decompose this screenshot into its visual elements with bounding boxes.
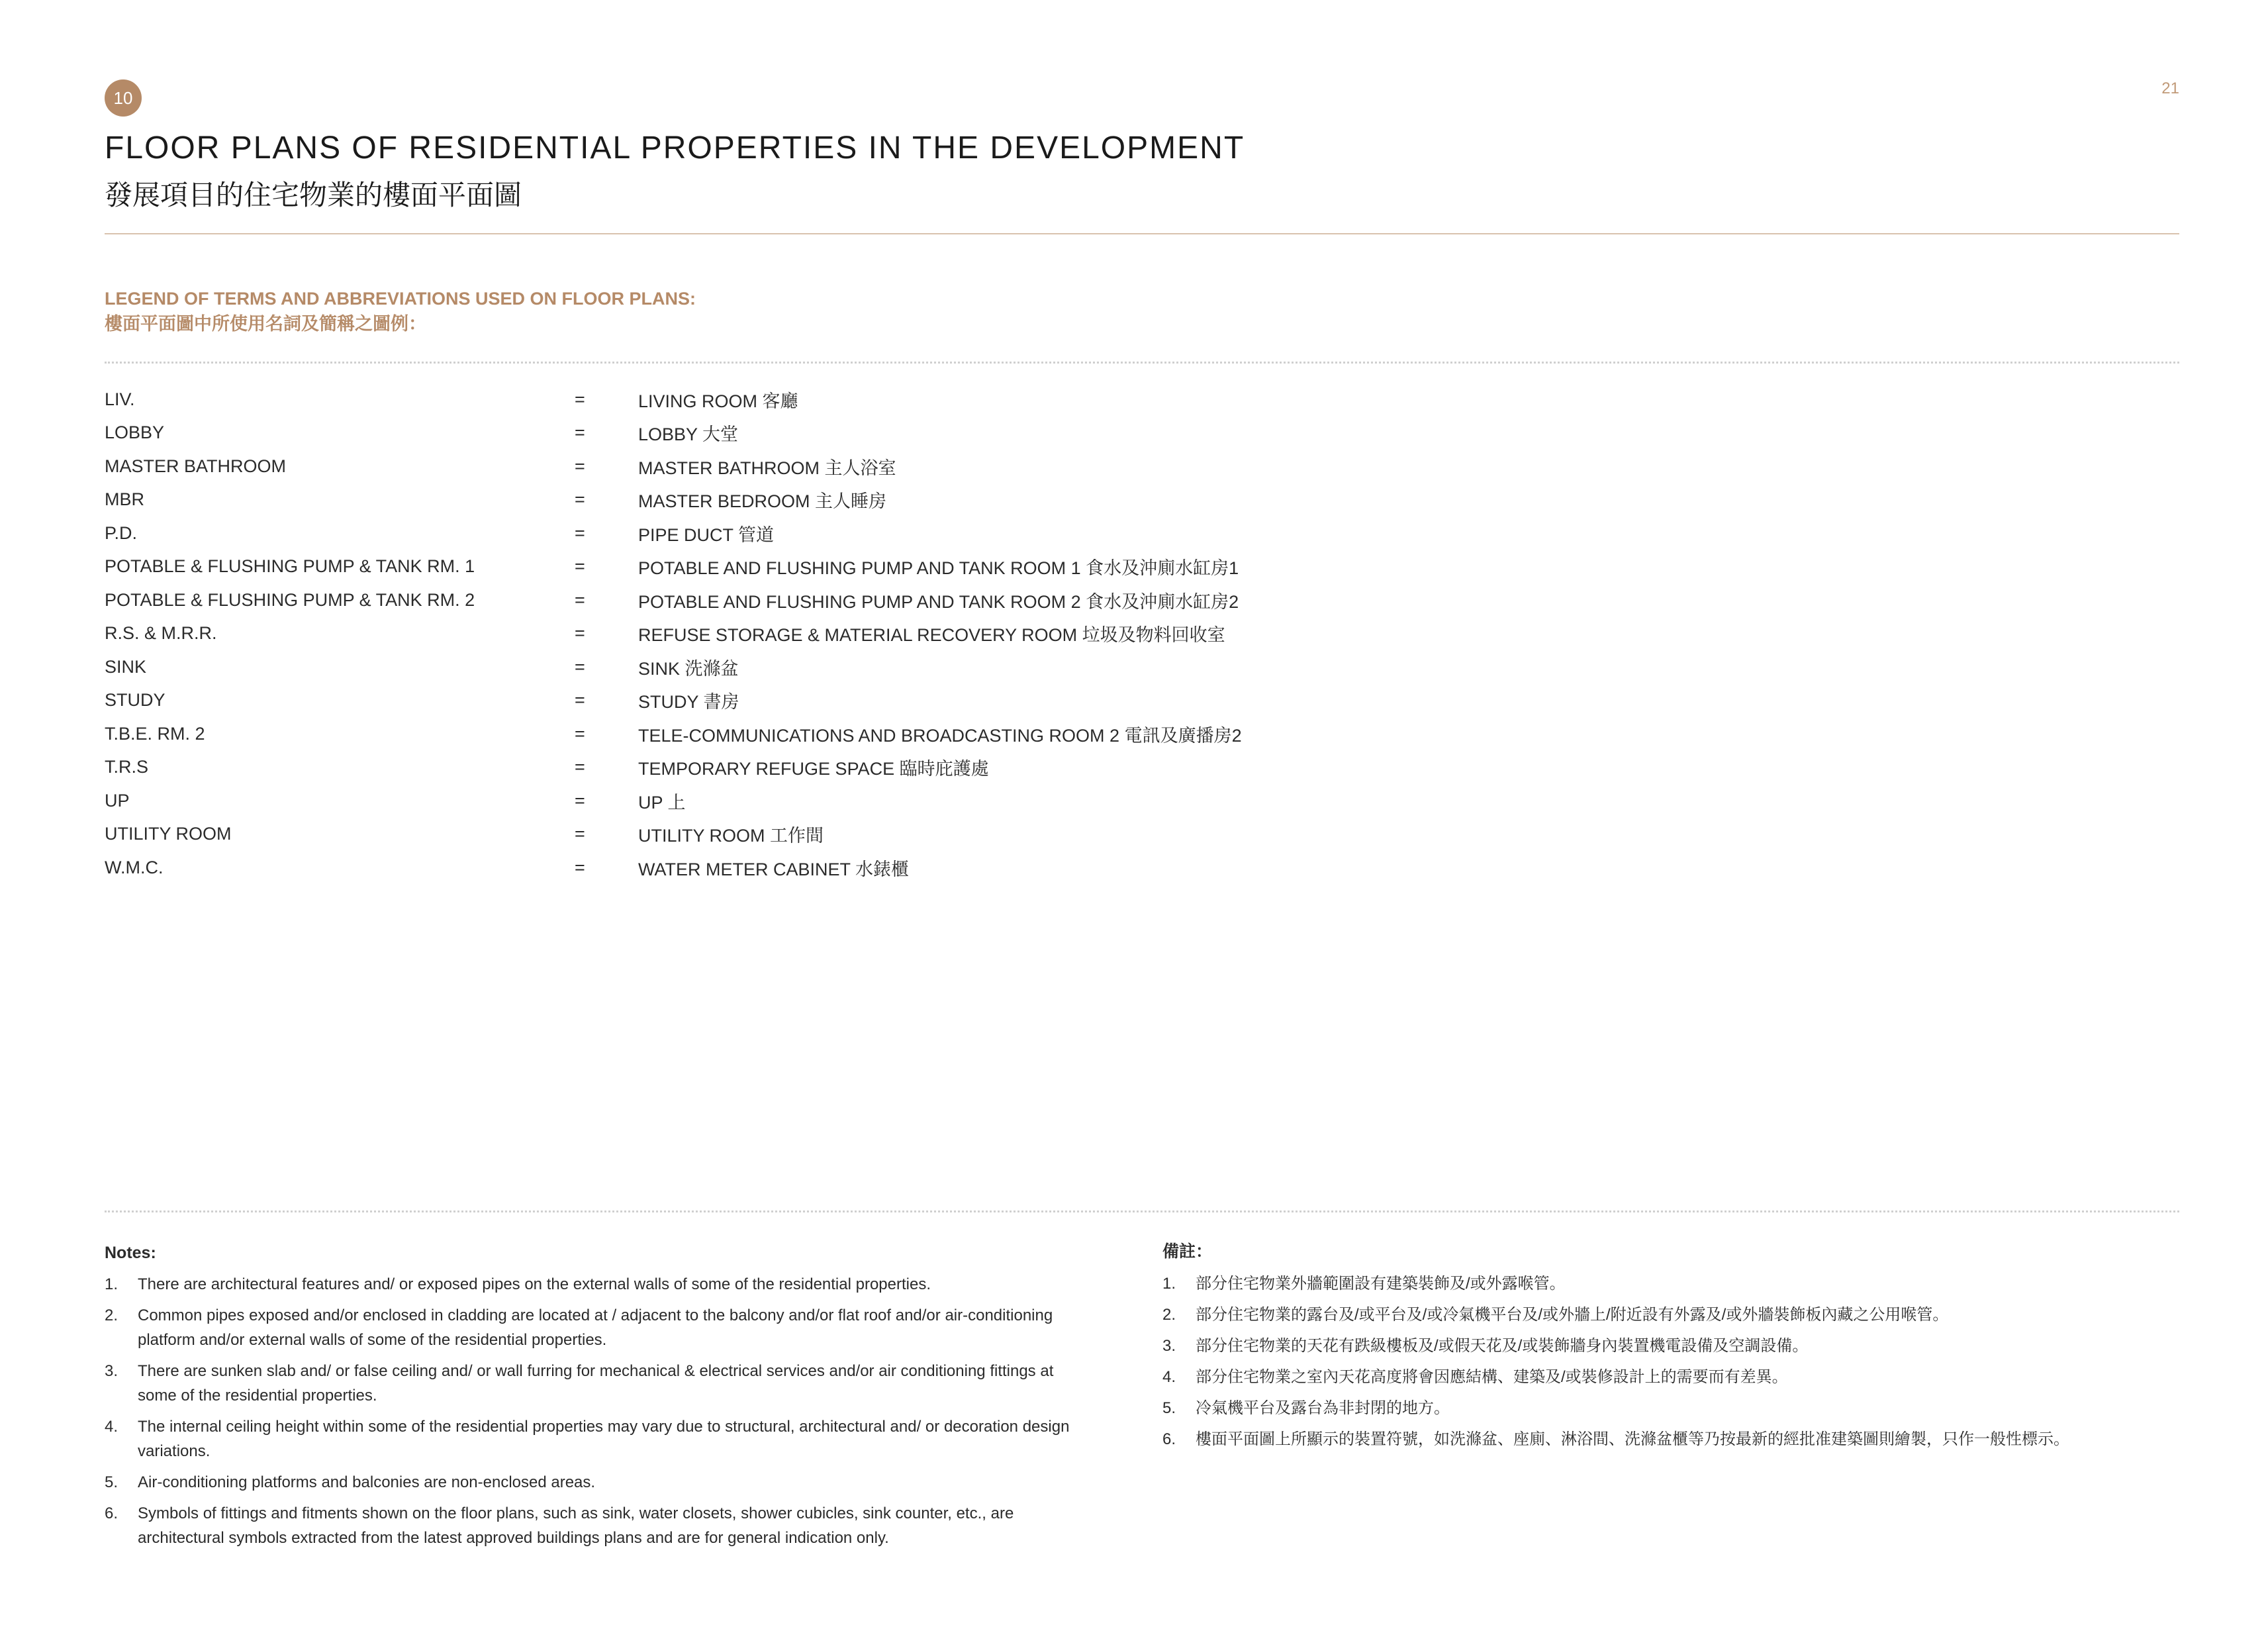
note-text: 冷氣機平台及露台為非封閉的地方。 (1196, 1399, 1450, 1417)
section-number-badge: 10 (105, 79, 142, 117)
note-item (105, 1501, 1071, 1550)
legend-row (105, 684, 1429, 718)
legend-heading (105, 286, 696, 336)
notes-english (105, 1244, 1071, 1557)
legend-term: UTILITY ROOM (105, 824, 232, 844)
legend-meaning: POTABLE AND FLUSHING PUMP AND TANK ROOM 1 食水及沖廁水缸房1 (638, 558, 1239, 579)
legend-equals: = (575, 556, 585, 577)
legend-term: LIV. (105, 389, 135, 409)
legend-term: T.B.E. RM. 2 (105, 723, 205, 744)
legend-term: P.D. (105, 522, 138, 543)
notes-top-divider (105, 1210, 2179, 1212)
legend-row (105, 583, 1429, 617)
legend-row (105, 450, 1429, 483)
legend-heading-english: LEGEND OF TERMS AND ABBREVIATIONS USED ON FLOOR PLANS: (105, 289, 696, 309)
legend-term: UP (105, 790, 130, 811)
legend-meaning: MASTER BEDROOM 主人睡房 (638, 491, 887, 512)
legend-meaning: REFUSE STORAGE & MATERIAL RECOVERY ROOM 垃圾及物料回收室 (638, 625, 1225, 646)
legend-equals: = (575, 656, 585, 677)
legend-row (105, 483, 1429, 517)
legend-meaning: MASTER BATHROOM 主人浴室 (638, 458, 896, 478)
legend-equals: = (575, 623, 585, 644)
note-text: 部分住宅物業之室內天花高度將會因應結構、建築及/或裝修設計上的需要而有差異。 (1196, 1368, 1788, 1386)
legend-table (105, 383, 1429, 885)
page-title-chinese: 發展項目的住宅物業的樓面平面圖 (105, 179, 522, 211)
note-text: 部分住宅物業的天花有跌級樓板及/或假天花及/或裝飾牆身內裝置機電設備及空調設備。 (1196, 1337, 1809, 1355)
note-text: Air-conditioning platforms and balconies are non-enclosed areas. (138, 1473, 596, 1491)
note-item (105, 1470, 1071, 1495)
legend-heading-chinese: 樓面平面圖中所使用名詞及簡稱之圖例： (105, 314, 426, 334)
note-number: 4. (1162, 1368, 1176, 1386)
notes-heading-chinese: 備註： (1162, 1242, 1213, 1261)
legend-term: LOBBY (105, 422, 165, 443)
note-text: 部分住宅物業的露台及/或平台及/或冷氣機平台及/或外牆上/附近設有外露及/或外牆裝飾板內藏之公用喉管。 (1196, 1306, 1949, 1324)
note-item (105, 1359, 1071, 1408)
note-text: 部分住宅物業外牆範圍設有建築裝飾及/或外露喉管。 (1196, 1275, 1566, 1293)
legend-meaning: PIPE DUCT 管道 (638, 524, 775, 545)
legend-row (105, 784, 1429, 818)
note-item (105, 1303, 1071, 1352)
legend-equals: = (575, 857, 585, 877)
legend-meaning: TEMPORARY REFUGE SPACE 臨時庇護處 (638, 759, 989, 779)
legend-meaning: LIVING ROOM 客廳 (638, 391, 798, 411)
legend-term: POTABLE & FLUSHING PUMP & TANK RM. 1 (105, 556, 475, 577)
note-number: 5. (105, 1473, 118, 1491)
legend-term: W.M.C. (105, 857, 164, 877)
note-item (1162, 1334, 2175, 1358)
legend-meaning: LOBBY 大堂 (638, 424, 739, 445)
legend-row (105, 717, 1429, 751)
legend-equals: = (575, 790, 585, 811)
legend-top-divider (105, 362, 2179, 364)
note-number: 6. (1162, 1430, 1176, 1448)
legend-equals: = (575, 589, 585, 610)
legend-term: R.S. & M.R.R. (105, 623, 217, 644)
note-number: 4. (105, 1418, 118, 1436)
note-text: There are architectural features and/ or exposed pipes on the external walls of some of the residential properties. (138, 1275, 931, 1293)
note-number: 1. (1162, 1275, 1176, 1293)
legend-term: MASTER BATHROOM (105, 456, 287, 476)
legend-row (105, 417, 1429, 450)
note-number: 3. (1162, 1337, 1176, 1355)
note-item (1162, 1365, 2175, 1389)
legend-term: STUDY (105, 690, 165, 711)
note-text: 樓面平面圖上所顯示的裝置符號，如洗滌盆、座廁、淋浴間、洗滌盆櫃等乃按最新的經批准建築圖則繪製，只作一般性標示。 (1196, 1430, 2069, 1448)
legend-equals: = (575, 757, 585, 777)
legend-term: SINK (105, 656, 147, 677)
legend-meaning: UTILITY ROOM 工作間 (638, 826, 824, 846)
legend-row (105, 517, 1429, 550)
note-item (105, 1272, 1071, 1297)
legend-meaning: WATER METER CABINET 水錶櫃 (638, 859, 910, 879)
note-number: 1. (105, 1275, 118, 1293)
legend-term: T.R.S (105, 757, 149, 777)
legend-equals: = (575, 456, 585, 476)
legend-row (105, 383, 1429, 417)
title-divider (105, 233, 2179, 234)
legend-equals: = (575, 522, 585, 543)
note-number: 5. (1162, 1399, 1176, 1417)
note-text: There are sunken slab and/ or false ceiling and/ or wall furring for mechanical & electrical services and/or air conditioning fittings at some of the residential properties. (138, 1362, 1054, 1405)
note-number: 2. (1162, 1306, 1176, 1324)
note-number: 6. (105, 1504, 118, 1522)
legend-equals: = (575, 824, 585, 844)
legend-row (105, 650, 1429, 684)
legend-meaning: TELE-COMMUNICATIONS AND BROADCASTING ROOM 2 電訊及廣播房2 (638, 725, 1242, 746)
legend-meaning: UP 上 (638, 792, 686, 813)
legend-term: MBR (105, 489, 144, 510)
legend-equals: = (575, 723, 585, 744)
legend-equals: = (575, 690, 585, 711)
page-number: 21 (2161, 79, 2179, 97)
legend-equals: = (575, 489, 585, 510)
note-text: The internal ceiling height within some of the residential properties may vary due to structural, architectural and/ or decoration design variations. (138, 1418, 1070, 1460)
legend-row (105, 751, 1429, 785)
note-text: Common pipes exposed and/or enclosed in cladding are located at / adjacent to the balcony and/or flat roof and/or air-conditioning platform and/or external walls of some of the residential properties. (138, 1307, 1053, 1349)
legend-meaning: POTABLE AND FLUSHING PUMP AND TANK ROOM 2 食水及沖廁水缸房2 (638, 591, 1239, 612)
legend-row (105, 818, 1429, 852)
notes-chinese (1162, 1238, 2175, 1458)
legend-meaning: STUDY 書房 (638, 692, 739, 713)
note-number: 2. (105, 1307, 118, 1324)
legend-row (105, 550, 1429, 584)
note-item (105, 1414, 1071, 1463)
note-number: 3. (105, 1362, 118, 1380)
note-item (1162, 1271, 2175, 1296)
legend-equals: = (575, 422, 585, 443)
legend-meaning: SINK 洗滌盆 (638, 658, 739, 679)
notes-heading-english: Notes: (105, 1244, 156, 1262)
legend-equals: = (575, 389, 585, 409)
page-title-english: FLOOR PLANS OF RESIDENTIAL PROPERTIES IN THE DEVELOPMENT (105, 130, 1245, 166)
note-item (1162, 1303, 2175, 1327)
note-item (1162, 1427, 2175, 1452)
note-text: Symbols of fittings and fitments shown on the floor plans, such as sink, water closets, shower cubicles, sink counter, etc., are architectural symbols extracted from the latest approved buildings plans and are for general indication only. (138, 1504, 1014, 1547)
note-item (1162, 1396, 2175, 1420)
legend-row (105, 851, 1429, 885)
legend-row (105, 617, 1429, 651)
legend-term: POTABLE & FLUSHING PUMP & TANK RM. 2 (105, 589, 475, 610)
